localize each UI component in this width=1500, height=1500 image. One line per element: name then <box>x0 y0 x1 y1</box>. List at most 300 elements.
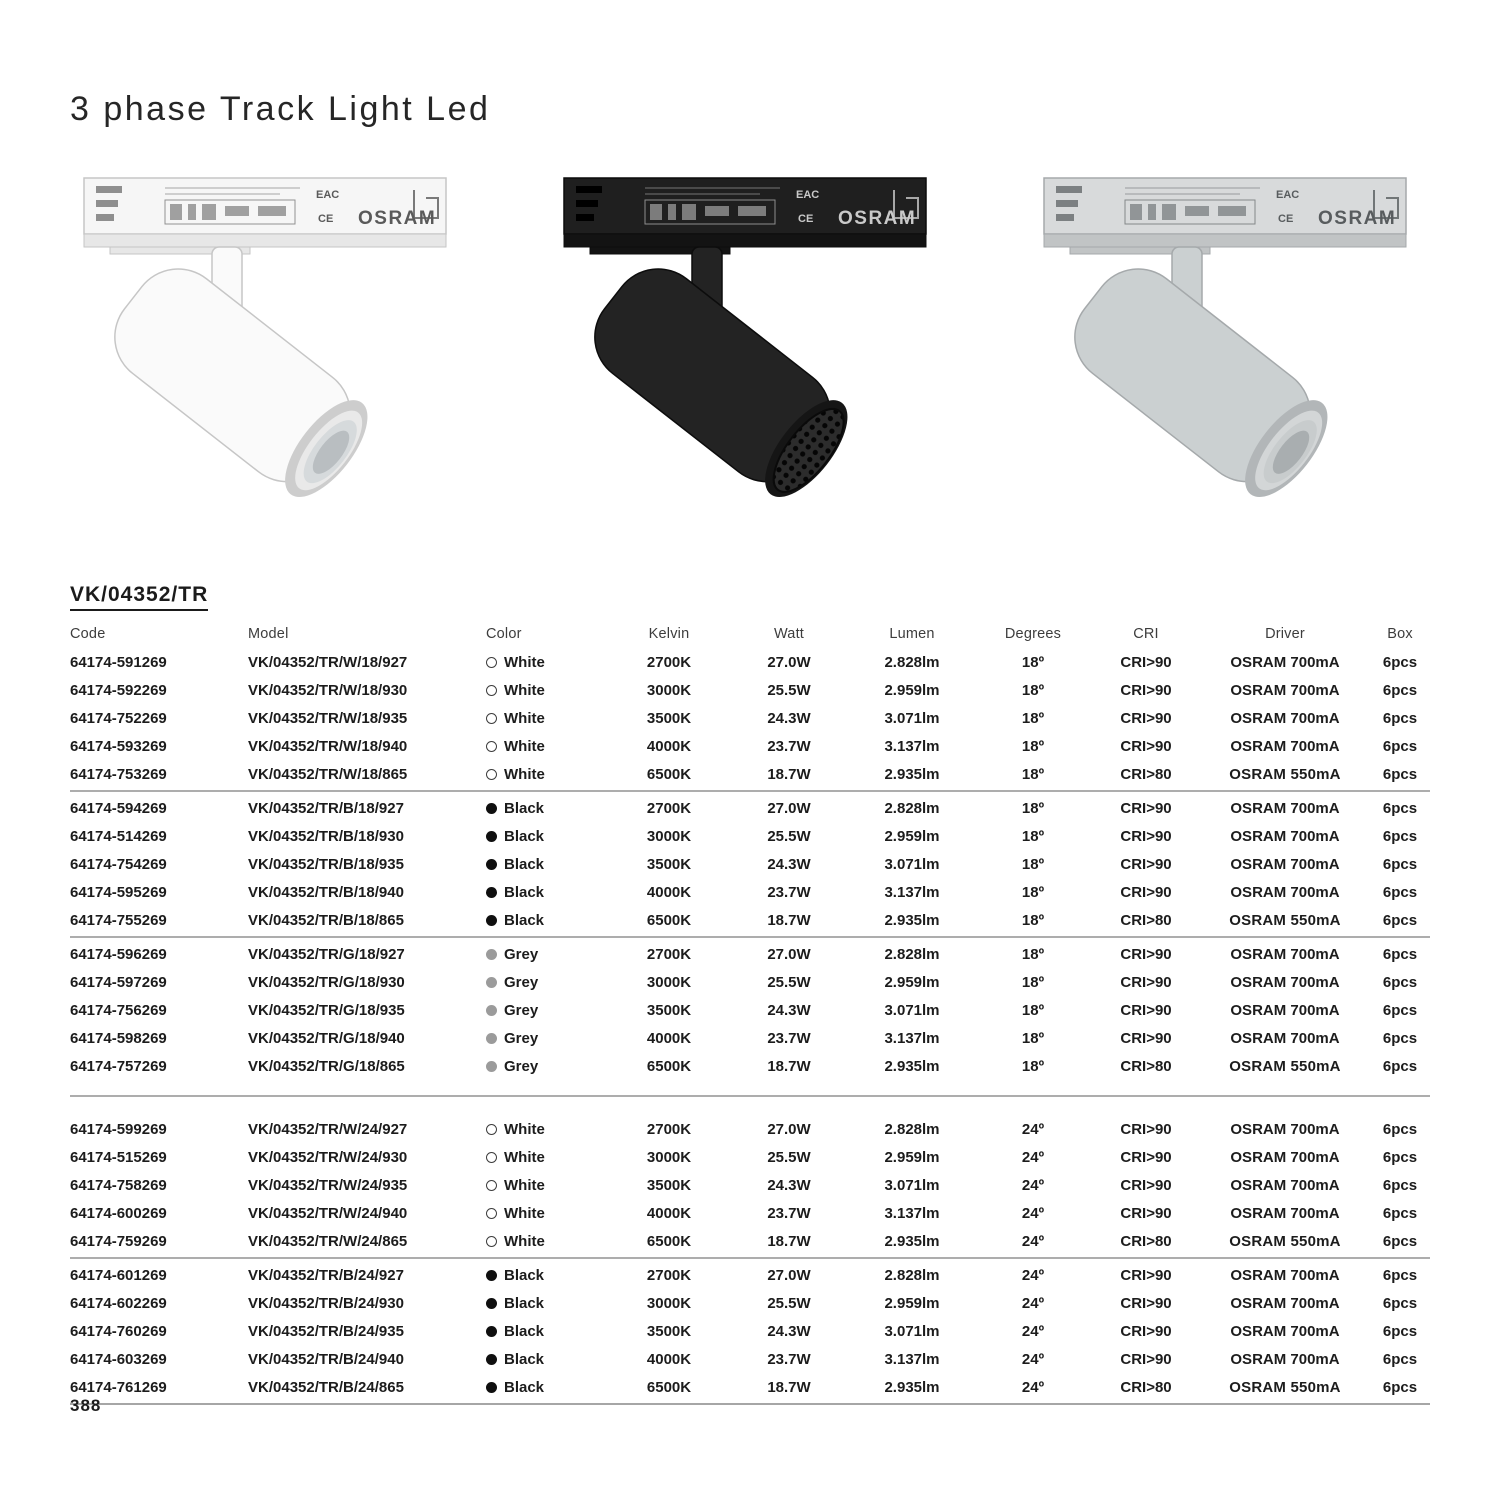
table-row <box>70 1024 1430 1052</box>
cell-model: VK/04352/TR/B/18/935 <box>248 855 404 873</box>
color-label: Black <box>504 1266 545 1284</box>
cell-code: 64174-595269 <box>70 883 167 901</box>
spec-table <box>70 620 1430 1405</box>
table-row <box>70 996 1430 1024</box>
color-label: White <box>504 1120 545 1138</box>
cell-driver: OSRAM 700mA <box>1230 653 1340 671</box>
ce-mark: CE <box>1278 213 1294 225</box>
table-row <box>70 794 1430 822</box>
cell-degrees: 18º <box>1021 1001 1045 1019</box>
table-row <box>70 1143 1430 1171</box>
cell-model: VK/04352/TR/B/18/940 <box>248 883 404 901</box>
cell-model: VK/04352/TR/W/24/927 <box>248 1120 408 1138</box>
cell-box: 6pcs <box>1382 1378 1418 1396</box>
eac-mark: EAC <box>1276 189 1300 201</box>
color-label: Grey <box>504 1029 539 1047</box>
cell-cri: CRI>90 <box>1120 681 1172 699</box>
table-row <box>70 1345 1430 1373</box>
cell-model: VK/04352/TR/W/24/935 <box>248 1176 408 1194</box>
cell-driver: OSRAM 700mA <box>1230 1350 1340 1368</box>
cell-degrees: 18º <box>1021 681 1045 699</box>
group-divider <box>70 790 1430 792</box>
cell-kelvin: 3000K <box>646 1294 692 1312</box>
page-title: 3 phase Track Light Led <box>70 90 491 128</box>
cell-degrees: 18º <box>1021 1029 1045 1047</box>
cell-cri: CRI>90 <box>1120 1294 1172 1312</box>
col-header-cri: CRI <box>1133 626 1159 642</box>
cell-cri: CRI>90 <box>1120 1120 1172 1138</box>
cell-box: 6pcs <box>1382 653 1418 671</box>
cell-watt: 23.7W <box>767 1204 811 1222</box>
cell-kelvin: 3500K <box>646 1322 692 1340</box>
cell-box: 6pcs <box>1382 855 1418 873</box>
table-row <box>70 1052 1430 1080</box>
cell-box: 6pcs <box>1382 911 1418 929</box>
white-color-dot-icon <box>486 1180 497 1191</box>
cell-watt: 18.7W <box>767 911 811 929</box>
cell-watt: 27.0W <box>767 1120 811 1138</box>
color-label: Black <box>504 1322 545 1340</box>
cell-driver: OSRAM 700mA <box>1230 945 1340 963</box>
cell-code: 64174-599269 <box>70 1120 167 1138</box>
cell-degrees: 24º <box>1021 1232 1045 1250</box>
cell-driver: OSRAM 700mA <box>1230 1204 1340 1222</box>
cell-color <box>486 682 610 699</box>
cell-color <box>486 1177 610 1194</box>
cell-cri: CRI>90 <box>1120 1350 1172 1368</box>
cell-box: 6pcs <box>1382 1266 1418 1284</box>
cell-code: 64174-759269 <box>70 1232 167 1250</box>
cell-driver: OSRAM 700mA <box>1230 1266 1340 1284</box>
cell-code: 64174-514269 <box>70 827 167 845</box>
cell-cri: CRI>80 <box>1120 911 1172 929</box>
cell-degrees: 24º <box>1021 1266 1045 1284</box>
cell-driver: OSRAM 700mA <box>1230 1120 1340 1138</box>
cell-kelvin: 3500K <box>646 1001 692 1019</box>
cell-color <box>486 1267 610 1284</box>
cell-driver: OSRAM 700mA <box>1230 1176 1340 1194</box>
cell-color <box>486 766 610 783</box>
cell-model: VK/04352/TR/B/24/940 <box>248 1350 404 1368</box>
cell-kelvin: 4000K <box>646 1350 692 1368</box>
table-row <box>70 906 1430 934</box>
cell-color <box>486 1379 610 1396</box>
cell-box: 6pcs <box>1382 799 1418 817</box>
cell-color <box>486 710 610 727</box>
cell-lumen: 2.935lm <box>884 1057 940 1075</box>
cell-watt: 18.7W <box>767 1378 811 1396</box>
cell-degrees: 24º <box>1021 1176 1045 1194</box>
cell-degrees: 24º <box>1021 1378 1045 1396</box>
cell-code: 64174-753269 <box>70 765 167 783</box>
cell-kelvin: 4000K <box>646 737 692 755</box>
cell-watt: 25.5W <box>767 1294 811 1312</box>
cell-lumen: 2.828lm <box>884 799 940 817</box>
cell-lumen: 2.935lm <box>884 1232 940 1250</box>
cell-kelvin: 2700K <box>646 1266 692 1284</box>
color-label: Grey <box>504 945 539 963</box>
cell-watt: 24.3W <box>767 1176 811 1194</box>
cell-color <box>486 912 610 929</box>
table-row <box>70 878 1430 906</box>
cell-code: 64174-603269 <box>70 1350 167 1368</box>
table-row <box>70 760 1430 788</box>
cell-cri: CRI>90 <box>1120 799 1172 817</box>
cell-driver: OSRAM 550mA <box>1229 1378 1341 1396</box>
black-color-dot-icon <box>486 1354 497 1365</box>
cell-driver: OSRAM 700mA <box>1230 973 1340 991</box>
table-row <box>70 676 1430 704</box>
cell-kelvin: 4000K <box>646 1029 692 1047</box>
cell-driver: OSRAM 700mA <box>1230 827 1340 845</box>
cell-color <box>486 1323 610 1340</box>
cell-watt: 24.3W <box>767 709 811 727</box>
cell-color <box>486 654 610 671</box>
cell-code: 64174-598269 <box>70 1029 167 1047</box>
cell-kelvin: 3000K <box>646 827 692 845</box>
cell-kelvin: 3000K <box>646 973 692 991</box>
cell-color <box>486 1351 610 1368</box>
black-color-dot-icon <box>486 1270 497 1281</box>
cell-box: 6pcs <box>1382 765 1418 783</box>
cell-lumen: 3.071lm <box>884 1001 940 1019</box>
cell-cri: CRI>80 <box>1120 1057 1172 1075</box>
page-number: 388 <box>70 1396 102 1415</box>
cell-box: 6pcs <box>1382 827 1418 845</box>
table-row <box>70 1289 1430 1317</box>
cell-box: 6pcs <box>1382 1148 1418 1166</box>
table-row <box>70 1261 1430 1289</box>
driver-box <box>84 178 446 254</box>
cell-color <box>486 1002 610 1019</box>
cell-kelvin: 6500K <box>646 1378 692 1396</box>
cell-color <box>486 1233 610 1250</box>
cell-color <box>486 738 610 755</box>
cell-degrees: 18º <box>1021 737 1045 755</box>
section-code-heading: VK/04352/TR <box>70 583 208 611</box>
cell-color <box>486 946 610 963</box>
color-label: White <box>504 1232 545 1250</box>
cell-kelvin: 2700K <box>646 653 692 671</box>
cell-watt: 24.3W <box>767 1001 811 1019</box>
table-row <box>70 1227 1430 1255</box>
driver-box <box>1044 178 1406 254</box>
cell-box: 6pcs <box>1382 1232 1418 1250</box>
color-label: Black <box>504 1294 545 1312</box>
section-divider <box>70 1095 1430 1097</box>
cell-box: 6pcs <box>1382 681 1418 699</box>
cell-watt: 27.0W <box>767 653 811 671</box>
white-color-dot-icon <box>486 741 497 752</box>
color-label: Black <box>504 1350 545 1368</box>
color-label: White <box>504 765 545 783</box>
white-color-dot-icon <box>486 1208 497 1219</box>
cell-degrees: 24º <box>1021 1204 1045 1222</box>
cell-box: 6pcs <box>1382 1350 1418 1368</box>
cell-kelvin: 6500K <box>646 1057 692 1075</box>
black-track-light-illustration <box>550 166 950 562</box>
cell-code: 64174-602269 <box>70 1294 167 1312</box>
cell-watt: 27.0W <box>767 1266 811 1284</box>
table-row <box>70 1115 1430 1143</box>
cell-code: 64174-760269 <box>70 1322 167 1340</box>
cell-lumen: 3.137lm <box>884 1204 940 1222</box>
table-row <box>70 732 1430 760</box>
product-images-row <box>70 166 1430 562</box>
product-image-white <box>70 166 470 562</box>
cell-code: 64174-601269 <box>70 1266 167 1284</box>
grey-color-dot-icon <box>486 949 497 960</box>
col-header-code: Code <box>70 626 106 642</box>
cell-cri: CRI>90 <box>1120 1176 1172 1194</box>
table-row <box>70 968 1430 996</box>
cell-code: 64174-600269 <box>70 1204 167 1222</box>
cell-model: VK/04352/TR/W/18/940 <box>248 737 408 755</box>
cell-degrees: 18º <box>1021 855 1045 873</box>
eac-mark: EAC <box>316 189 340 201</box>
grey-color-dot-icon <box>486 977 497 988</box>
table-header-row <box>70 620 1430 648</box>
cell-lumen: 3.137lm <box>884 1029 940 1047</box>
cell-model: VK/04352/TR/W/24/940 <box>248 1204 408 1222</box>
cell-driver: OSRAM 700mA <box>1230 1322 1340 1340</box>
cell-lumen: 3.137lm <box>884 883 940 901</box>
cell-lumen: 2.828lm <box>884 653 940 671</box>
table-row <box>70 1317 1430 1345</box>
cell-code: 64174-515269 <box>70 1148 167 1166</box>
cell-driver: OSRAM 700mA <box>1230 709 1340 727</box>
cell-model: VK/04352/TR/W/18/935 <box>248 709 408 727</box>
cell-code: 64174-593269 <box>70 737 167 755</box>
ce-mark: CE <box>798 213 814 225</box>
cell-box: 6pcs <box>1382 1322 1418 1340</box>
cell-lumen: 2.959lm <box>884 1148 940 1166</box>
cell-lumen: 3.137lm <box>884 737 940 755</box>
color-label: White <box>504 709 545 727</box>
cell-watt: 18.7W <box>767 765 811 783</box>
cell-model: VK/04352/TR/G/18/935 <box>248 1001 405 1019</box>
cell-code: 64174-592269 <box>70 681 167 699</box>
cell-driver: OSRAM 550mA <box>1229 911 1341 929</box>
cell-watt: 23.7W <box>767 1350 811 1368</box>
cell-color <box>486 1058 610 1075</box>
driver-box <box>564 178 926 254</box>
cell-box: 6pcs <box>1382 1001 1418 1019</box>
cell-color <box>486 1121 610 1138</box>
cell-color <box>486 1295 610 1312</box>
cell-lumen: 3.071lm <box>884 1322 940 1340</box>
color-label: White <box>504 1204 545 1222</box>
color-label: Grey <box>504 1057 539 1075</box>
cell-code: 64174-596269 <box>70 945 167 963</box>
cell-model: VK/04352/TR/G/18/927 <box>248 945 405 963</box>
cell-cri: CRI>90 <box>1120 1266 1172 1284</box>
white-color-dot-icon <box>486 1124 497 1135</box>
table-row <box>70 822 1430 850</box>
cell-code: 64174-754269 <box>70 855 167 873</box>
cell-lumen: 2.828lm <box>884 945 940 963</box>
group-divider <box>70 1257 1430 1259</box>
cell-code: 64174-758269 <box>70 1176 167 1194</box>
grey-track-light-illustration <box>1030 166 1430 562</box>
color-label: White <box>504 1148 545 1166</box>
white-color-dot-icon <box>486 685 497 696</box>
cell-kelvin: 3500K <box>646 1176 692 1194</box>
white-color-dot-icon <box>486 657 497 668</box>
cell-lumen: 2.935lm <box>884 911 940 929</box>
table-row <box>70 648 1430 676</box>
cell-cri: CRI>80 <box>1120 1378 1172 1396</box>
cell-cri: CRI>90 <box>1120 1322 1172 1340</box>
cell-cri: CRI>90 <box>1120 883 1172 901</box>
cell-code: 64174-755269 <box>70 911 167 929</box>
cell-driver: OSRAM 700mA <box>1230 737 1340 755</box>
cell-model: VK/04352/TR/B/24/935 <box>248 1322 404 1340</box>
cell-cri: CRI>90 <box>1120 945 1172 963</box>
cell-watt: 25.5W <box>767 827 811 845</box>
cell-color <box>486 884 610 901</box>
cell-cri: CRI>90 <box>1120 737 1172 755</box>
ce-mark: CE <box>318 213 334 225</box>
cell-kelvin: 6500K <box>646 765 692 783</box>
cell-box: 6pcs <box>1382 973 1418 991</box>
cell-box: 6pcs <box>1382 737 1418 755</box>
cell-degrees: 18º <box>1021 945 1045 963</box>
cell-box: 6pcs <box>1382 1120 1418 1138</box>
table-row <box>70 1171 1430 1199</box>
table-row <box>70 940 1430 968</box>
cell-degrees: 18º <box>1021 765 1045 783</box>
color-label: White <box>504 1176 545 1194</box>
cell-driver: OSRAM 700mA <box>1230 681 1340 699</box>
cell-model: VK/04352/TR/B/18/930 <box>248 827 404 845</box>
white-track-light-illustration <box>70 166 470 562</box>
cell-degrees: 24º <box>1021 1294 1045 1312</box>
cell-model: VK/04352/TR/B/18/865 <box>248 911 404 929</box>
cell-code: 64174-594269 <box>70 799 167 817</box>
cell-kelvin: 3000K <box>646 681 692 699</box>
cell-box: 6pcs <box>1382 1294 1418 1312</box>
cell-lumen: 2.935lm <box>884 1378 940 1396</box>
cell-model: VK/04352/TR/W/24/865 <box>248 1232 408 1250</box>
cell-model: VK/04352/TR/W/18/865 <box>248 765 408 783</box>
cell-kelvin: 2700K <box>646 799 692 817</box>
color-label: Black <box>504 883 545 901</box>
cell-model: VK/04352/TR/B/24/865 <box>248 1378 404 1396</box>
product-image-black <box>550 166 950 562</box>
black-color-dot-icon <box>486 859 497 870</box>
cell-kelvin: 3500K <box>646 709 692 727</box>
group-divider <box>70 936 1430 938</box>
cell-model: VK/04352/TR/G/18/930 <box>248 973 405 991</box>
cell-color <box>486 974 610 991</box>
cell-driver: OSRAM 700mA <box>1230 855 1340 873</box>
cell-lumen: 3.071lm <box>884 855 940 873</box>
cell-driver: OSRAM 700mA <box>1230 883 1340 901</box>
cell-watt: 25.5W <box>767 1148 811 1166</box>
cell-model: VK/04352/TR/W/18/930 <box>248 681 408 699</box>
cell-degrees: 18º <box>1021 883 1045 901</box>
black-color-dot-icon <box>486 1326 497 1337</box>
cell-lumen: 2.935lm <box>884 765 940 783</box>
grey-color-dot-icon <box>486 1033 497 1044</box>
cell-kelvin: 6500K <box>646 1232 692 1250</box>
cell-watt: 23.7W <box>767 883 811 901</box>
table-row <box>70 850 1430 878</box>
cell-lumen: 2.959lm <box>884 827 940 845</box>
cell-code: 64174-752269 <box>70 709 167 727</box>
cell-color <box>486 856 610 873</box>
cell-watt: 27.0W <box>767 799 811 817</box>
table-row <box>70 1373 1430 1401</box>
eac-mark: EAC <box>796 189 820 201</box>
cell-lumen: 2.959lm <box>884 973 940 991</box>
cell-kelvin: 4000K <box>646 1204 692 1222</box>
cell-degrees: 18º <box>1021 973 1045 991</box>
cell-box: 6pcs <box>1382 945 1418 963</box>
cell-degrees: 24º <box>1021 1148 1045 1166</box>
table-row <box>70 704 1430 732</box>
cell-kelvin: 3500K <box>646 855 692 873</box>
cell-watt: 25.5W <box>767 973 811 991</box>
cell-watt: 24.3W <box>767 1322 811 1340</box>
table-body <box>70 648 1430 1405</box>
cell-lumen: 2.959lm <box>884 1294 940 1312</box>
cell-model: VK/04352/TR/G/18/865 <box>248 1057 405 1075</box>
cell-code: 64174-597269 <box>70 973 167 991</box>
cell-watt: 25.5W <box>767 681 811 699</box>
cell-cri: CRI>90 <box>1120 709 1172 727</box>
cell-watt: 24.3W <box>767 855 811 873</box>
col-header-watt: Watt <box>773 626 805 642</box>
col-header-driver: Driver <box>1265 626 1305 642</box>
cell-kelvin: 6500K <box>646 911 692 929</box>
cell-box: 6pcs <box>1382 883 1418 901</box>
cell-lumen: 2.828lm <box>884 1266 940 1284</box>
col-header-lumen: Lumen <box>889 626 935 642</box>
cell-cri: CRI>80 <box>1120 765 1172 783</box>
cell-cri: CRI>90 <box>1120 1029 1172 1047</box>
cell-watt: 23.7W <box>767 1029 811 1047</box>
cell-code: 64174-591269 <box>70 653 167 671</box>
cell-model: VK/04352/TR/W/24/930 <box>248 1148 408 1166</box>
cell-watt: 27.0W <box>767 945 811 963</box>
cell-driver: OSRAM 700mA <box>1230 1148 1340 1166</box>
black-color-dot-icon <box>486 1298 497 1309</box>
cell-driver: OSRAM 700mA <box>1230 799 1340 817</box>
color-label: White <box>504 737 545 755</box>
cell-lumen: 2.959lm <box>884 681 940 699</box>
cell-lumen: 3.137lm <box>884 1350 940 1368</box>
color-label: Grey <box>504 973 539 991</box>
color-label: Grey <box>504 1001 539 1019</box>
cell-degrees: 18º <box>1021 1057 1045 1075</box>
cell-model: VK/04352/TR/B/24/930 <box>248 1294 404 1312</box>
color-label: Black <box>504 1378 545 1396</box>
grey-color-dot-icon <box>486 1061 497 1072</box>
cell-box: 6pcs <box>1382 709 1418 727</box>
color-label: Black <box>504 911 545 929</box>
col-header-degrees: Degrees <box>1004 626 1062 642</box>
cell-degrees: 18º <box>1021 709 1045 727</box>
cell-watt: 23.7W <box>767 737 811 755</box>
cell-degrees: 24º <box>1021 1322 1045 1340</box>
cell-cri: CRI>90 <box>1120 827 1172 845</box>
cell-lumen: 3.071lm <box>884 1176 940 1194</box>
white-color-dot-icon <box>486 769 497 780</box>
cell-box: 6pcs <box>1382 1176 1418 1194</box>
cell-kelvin: 2700K <box>646 945 692 963</box>
